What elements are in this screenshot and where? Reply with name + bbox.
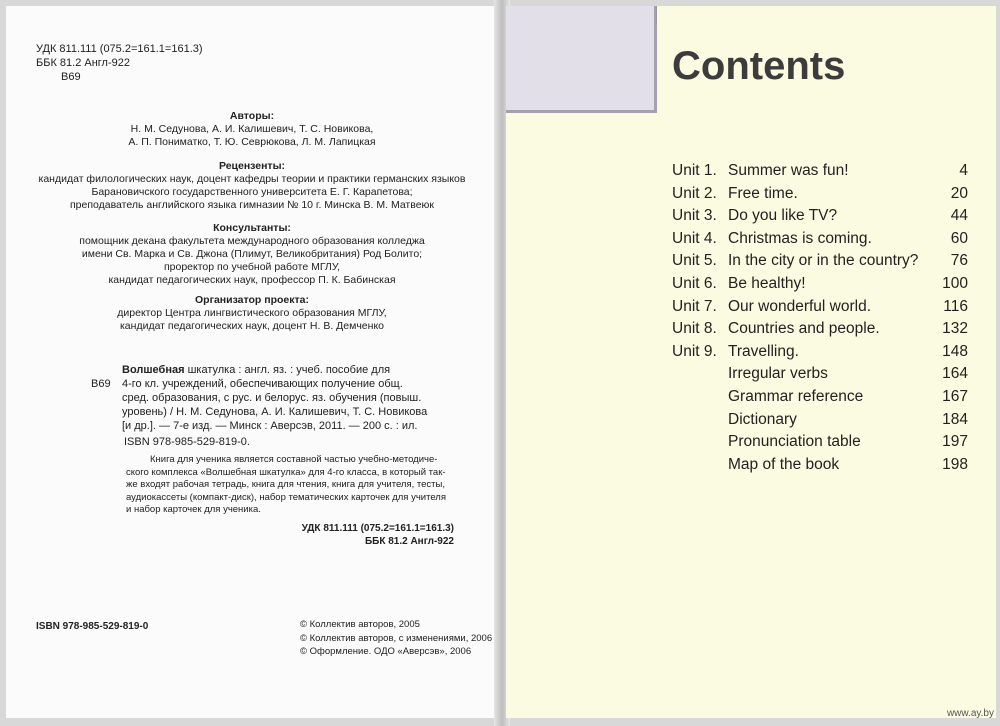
contents-banner xyxy=(506,6,657,113)
toc-entry xyxy=(672,228,968,251)
toc-unit: Unit 4. xyxy=(672,229,717,247)
watermark: www.ay.by xyxy=(946,708,994,719)
toc-page: 184 xyxy=(942,410,968,428)
toc-page: 164 xyxy=(942,365,968,383)
toc-page: 148 xyxy=(942,342,968,360)
toc-title: Grammar reference xyxy=(728,387,864,405)
toc-entry xyxy=(672,273,968,296)
biblio-index: В69 xyxy=(91,378,111,390)
biblio-isbn: ISBN 978-985-529-819-0. xyxy=(124,436,250,448)
toc-title: Summer was fun! xyxy=(728,162,849,179)
bibliographic-record xyxy=(91,363,466,448)
right-page xyxy=(506,6,996,718)
toc-title: Free time. xyxy=(728,184,798,202)
biblio-line: [и др.]. — 7-е изд. — Минск : Аверсэв, 2011. — 200 с. : ил. xyxy=(122,420,418,432)
reviewers-line: кандидат филологических наук, доцент кафедры теории и практики германских языков xyxy=(38,173,466,185)
toc-entry xyxy=(672,183,968,206)
annotation-line: и набор карточек для ученика. xyxy=(126,504,261,515)
udk-top xyxy=(36,42,203,84)
toc-page: 132 xyxy=(942,320,968,338)
toc-title: Dictionary xyxy=(728,410,797,428)
toc-title: Our wonderful world. xyxy=(728,297,872,315)
annotation-line: Книга для ученика является составной частью учебно-методиче- xyxy=(150,454,438,465)
toc-entry xyxy=(672,318,968,341)
annotation-line: аудиокассеты (компакт-диск), набор тематических карточек для учителя xyxy=(126,491,446,503)
toc-page: 116 xyxy=(943,297,968,315)
toc-title: Countries and people. xyxy=(728,320,880,338)
organizer-header: Организатор проекта: xyxy=(194,294,309,306)
toc-page: 20 xyxy=(950,184,968,202)
organizer-section xyxy=(6,294,498,333)
copyright-line: © Оформление. ОДО «Аверсэв», 2006 xyxy=(300,646,472,657)
toc-entry xyxy=(672,454,968,477)
toc-unit: Unit 1. xyxy=(672,162,717,179)
toc-page: 198 xyxy=(942,455,968,473)
toc-title: In the city or in the country? xyxy=(728,252,919,270)
authors-line: А. П. Пониматко, Т. Ю. Севрюкова, Л. М. Лапицкая xyxy=(128,136,376,148)
bbk-code: ББК 81.2 Англ-922 xyxy=(36,57,130,69)
toc-title: Pronunciation table xyxy=(728,433,861,451)
toc-page: 167 xyxy=(942,387,968,405)
toc-title: Be healthy! xyxy=(728,274,806,292)
toc-entry xyxy=(672,409,968,432)
page-edge-mark xyxy=(656,6,657,24)
toc-unit: Unit 6. xyxy=(672,274,717,292)
contents-title: Contents xyxy=(672,44,846,88)
reviewers-line: преподаватель английского языка гимназии № 10 г. Минска В. М. Матвеюк xyxy=(69,199,435,211)
consultants-line: кандидат педагогических наук, профессор П. К. Бабинская xyxy=(108,274,396,286)
toc-entry xyxy=(672,160,968,183)
reviewers-line: Барановичского государственного университета Е. Г. Карапетова; xyxy=(91,186,413,198)
annotation xyxy=(126,454,466,517)
toc-page: 44 xyxy=(950,207,968,225)
toc-title: Christmas is coming. xyxy=(728,229,872,247)
consultants-line: имени Св. Марка и Св. Джона (Плимут, Великобритания) Род Болито; xyxy=(81,248,423,260)
toc-entry xyxy=(672,250,968,273)
reviewers-header: Рецензенты: xyxy=(218,160,286,172)
consultants-section xyxy=(6,222,498,287)
isbn-bottom: ISBN 978-985-529-819-0 xyxy=(36,621,149,632)
annotation-line: ского комплекса «Волшебная шкатулка» для 4-го класса, в который так- xyxy=(126,466,446,478)
reviewers-section xyxy=(6,160,498,212)
toc-page: 60 xyxy=(950,229,968,247)
organizer-line: кандидат педагогических наук, доцент Н. В. Демченко xyxy=(119,320,384,332)
bbk-code: ББК 81.2 Англ-922 xyxy=(364,536,454,547)
toc-unit: Unit 3. xyxy=(672,207,717,225)
toc-unit: Unit 7. xyxy=(672,297,717,315)
udk-bottom xyxy=(264,522,454,548)
toc-entry xyxy=(672,386,968,409)
toc-unit: Unit 5. xyxy=(672,252,717,270)
biblio-line: сред. образования, с рус. и белорус. яз. обучения (повыш. xyxy=(122,392,422,404)
udk-code: УДК 811.111 (075.2=161.1=161.3) xyxy=(36,43,203,55)
author-mark: В69 xyxy=(61,71,81,83)
toc-unit: Unit 2. xyxy=(672,184,717,202)
biblio-title: Волшебная xyxy=(122,364,185,376)
copyright-line: © Коллектив авторов, с изменениями, 2006 xyxy=(300,632,493,644)
consultants-header: Консультанты: xyxy=(213,222,291,234)
authors-header: Авторы: xyxy=(229,110,275,122)
left-page xyxy=(6,6,498,718)
consultants-line: проректор по учебной работе МГЛУ, xyxy=(163,261,341,273)
consultants-line: помощник декана факультета международного образования колледжа xyxy=(79,235,425,247)
toc-entry xyxy=(672,431,968,454)
toc-page: 197 xyxy=(942,433,968,451)
toc-title: Do you like TV? xyxy=(728,207,838,225)
toc-entry xyxy=(672,341,968,364)
toc-entry xyxy=(672,205,968,228)
copyright-block xyxy=(300,618,492,659)
toc-page: 4 xyxy=(959,162,968,179)
biblio-line: уровень) / Н. М. Седунова, А. И. Калишевич, Т. С. Новикова xyxy=(122,406,428,418)
toc-page: 100 xyxy=(942,274,968,292)
organizer-line: директор Центра лингвистического образования МГЛУ, xyxy=(117,307,387,319)
toc-entry xyxy=(672,363,968,386)
table-of-contents xyxy=(672,160,968,476)
annotation-line: же входят рабочая тетрадь, книга для чтения, книга для учителя, тесты, xyxy=(126,479,445,490)
authors-section xyxy=(6,110,498,149)
udk-code: УДК 811.111 (075.2=161.1=161.3) xyxy=(301,523,454,534)
toc-title: Map of the book xyxy=(728,455,840,473)
toc-unit: Unit 8. xyxy=(672,320,717,338)
biblio-line: шкатулка : англ. яз. : учеб. пособие для xyxy=(187,364,391,376)
toc-title: Travelling. xyxy=(728,342,799,360)
authors-line: Н. М. Седунова, А. И. Калишевич, Т. С. Новикова, xyxy=(130,123,374,135)
biblio-line: 4-го кл. учреждений, обеспечивающих получение общ. xyxy=(122,378,403,390)
toc-entry xyxy=(672,296,968,319)
toc-unit: Unit 9. xyxy=(672,342,717,360)
toc-title: Irregular verbs xyxy=(728,365,828,383)
copyright-line: © Коллектив авторов, 2005 xyxy=(300,619,420,630)
toc-page: 76 xyxy=(950,252,968,270)
